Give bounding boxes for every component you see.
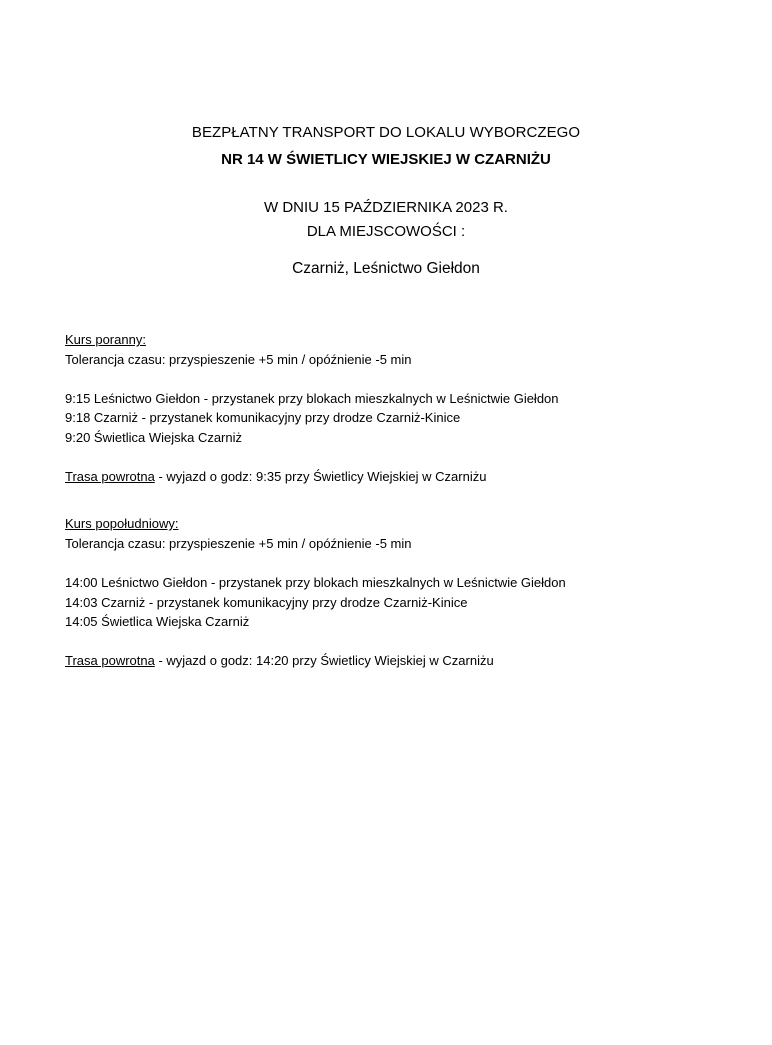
morning-stop-3: 9:20 Świetlica Wiejska Czarniż [65, 430, 243, 445]
afternoon-return-text: - wyjazd o godz: 14:20 przy Świetlicy Wiejskiej w Czarniżu [154, 653, 494, 668]
afternoon-stop-3: 14:05 Świetlica Wiejska Czarniż [65, 614, 250, 629]
afternoon-heading: Kurs popołudniowy: [65, 516, 179, 531]
title-line-1: BEZPŁATNY TRANSPORT DO LOKALU WYBORCZEGO [191, 124, 581, 141]
afternoon-stop-2: 14:03 Czarniż - przystanek komunikacyjny przy drodze Czarniż-Kinice [65, 595, 468, 610]
morning-return-label: Trasa powrotna [65, 469, 155, 484]
afternoon-stop-1: 14:00 Leśnictwo Giełdon - przystanek przy blokach mieszkalnych w Leśnictwie Giełdon [65, 575, 566, 590]
morning-tolerance: Tolerancja czasu: przyspieszenie +5 min / opóźnienie -5 min [65, 352, 412, 367]
afternoon-return [65, 652, 494, 670]
afternoon-return-label: Trasa powrotna [65, 653, 155, 668]
date-line: W DNIU 15 PAŹDZIERNIKA 2023 R. [264, 199, 508, 216]
morning-stop-2: 9:18 Czarniż - przystanek komunikacyjny przy drodze Czarniż-Kinice [65, 410, 461, 425]
morning-return-text: - wyjazd o godz: 9:35 przy Świetlicy Wiejskiej w Czarniżu [154, 469, 487, 484]
places-line: Czarniż, Leśnictwo Giełdon [292, 260, 480, 277]
morning-heading: Kurs poranny: [65, 332, 146, 347]
afternoon-tolerance: Tolerancja czasu: przyspieszenie +5 min / opóźnienie -5 min [65, 536, 412, 551]
morning-return [65, 468, 486, 486]
morning-stop-1: 9:15 Leśnictwo Giełdon - przystanek przy blokach mieszkalnych w Leśnictwie Giełdon [65, 391, 559, 406]
for-places-line: DLA MIEJSCOWOŚCI : [306, 223, 466, 240]
title-line-2: NR 14 W ŚWIETLICY WIEJSKIEJ W CZARNIŻU [221, 151, 551, 168]
